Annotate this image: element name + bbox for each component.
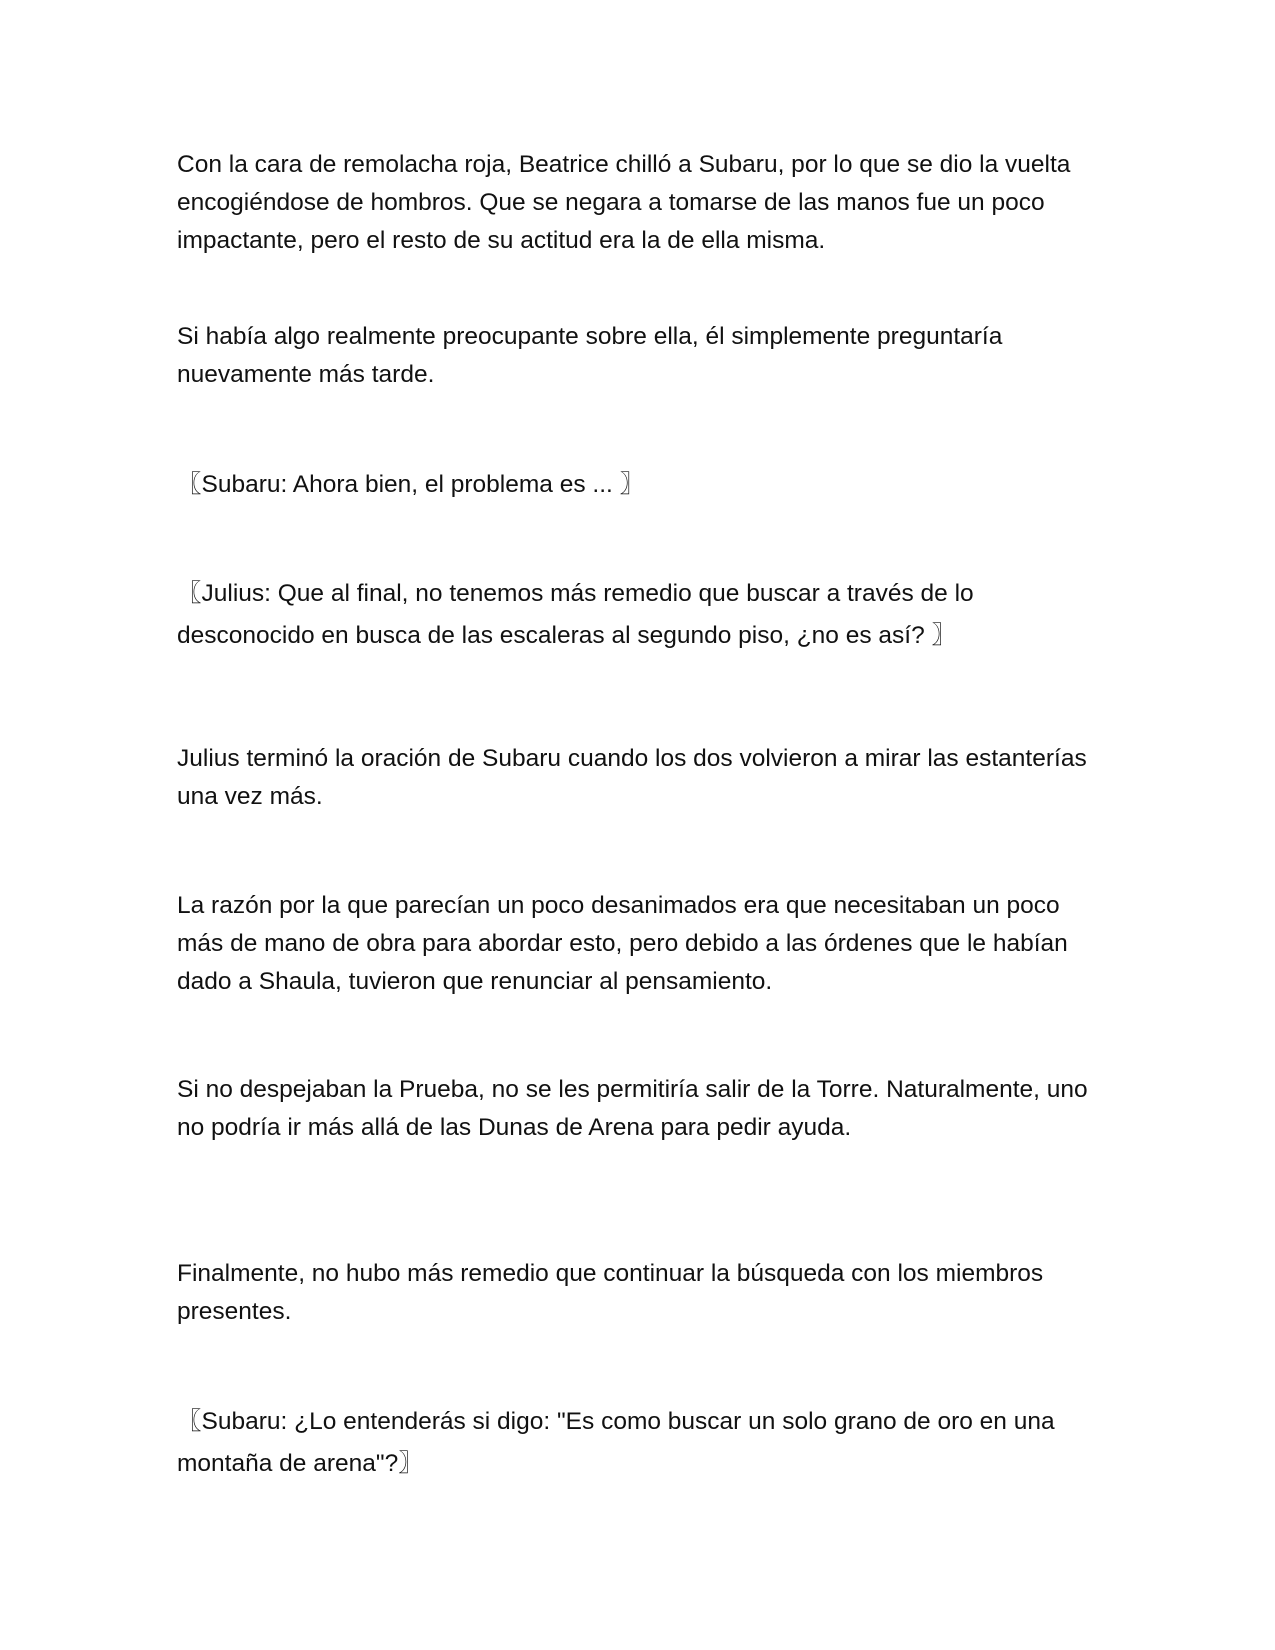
paragraph-6: Finalmente, no hubo más remedio que continuar la búsqueda con los miembros presentes. [177,1260,1044,1325]
paragraph-5: Si no despejaban la Prueba, no se les permitiría salir de la Torre. Naturalmente, uno no podría ir más allá de las Dunas de Arena para pedir ayuda. [177,1076,1088,1141]
paragraph-3: Julius terminó la oración de Subaru cuando los dos volvieron a mirar las estanterías una vez más. [177,745,1087,810]
paragraph-2: Si había algo realmente preocupante sobre ella, él simplemente preguntaría nuevamente más tarde. [177,323,1003,388]
paragraph-1: Con la cara de remolacha roja, Beatrice chilló a Subaru, por lo que se dio la vuelta encogiéndose de hombros. Que se negara a tomarse de las manos fue un poco impactante, pero el resto de su actitud era la de ella misma. [177,151,1071,254]
dialogue-subaru-2: 〖Subaru: ¿Lo entenderás si digo: "Es como buscar un solo grano de oro en una montaña de arena"?〗 [177,1408,1055,1477]
dialogue-julius-1: 〖Julius: Que al final, no tenemos más remedio que buscar a través de lo desconocido en busca de las escaleras al segundo piso, ¿no es así? 〗 [177,580,974,649]
paragraph-4: La razón por la que parecían un poco desanimados era que necesitaban un poco más de mano de obra para abordar esto, pero debido a las órdenes que le habían dado a Shaula, tuvieron que renunciar al pensamiento. [177,892,1068,995]
dialogue-subaru-1: 〖Subaru: Ahora bien, el problema es ... 〗 [177,471,645,498]
